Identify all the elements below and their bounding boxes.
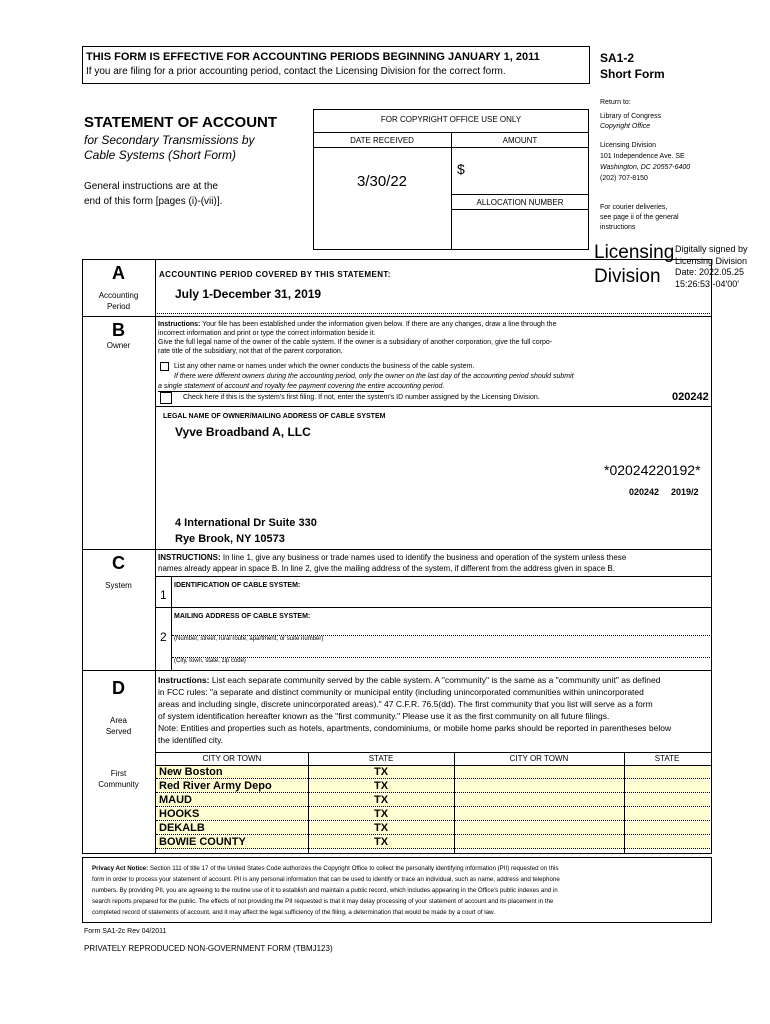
signature-word-1: Licensing — [594, 242, 675, 263]
courier-line: see page ii of the general — [600, 214, 679, 221]
instructions-bold: Instructions: — [158, 321, 201, 328]
community-state: TX — [374, 808, 389, 820]
courier-line: instructions — [600, 224, 636, 231]
statement-subtitle-2: Cable Systems (Short Form) — [84, 148, 237, 162]
accounting-period-value: July 1-December 31, 2019 — [175, 287, 322, 301]
section-d-instructions — [158, 674, 710, 746]
dollar-sign: $ — [457, 161, 465, 177]
first-community-label-2: Community — [98, 780, 139, 789]
period-code: 2019/2 — [671, 487, 699, 497]
return-line: Washington, DC 20557-6400 — [600, 164, 691, 171]
community-state: TX — [374, 766, 389, 778]
statement-title: STATEMENT OF ACCOUNT — [84, 114, 278, 131]
section-b-label: Owner — [106, 341, 131, 350]
owner-address-1: 4 International Dr Suite 330 — [175, 517, 317, 529]
privacy-bold: Privacy Act Notice: — [92, 865, 149, 872]
form-code: SA1-2 — [600, 51, 635, 65]
barcode-number: *02024220192* — [604, 462, 701, 478]
table-row[interactable] — [156, 794, 710, 807]
date-received-value: 3/30/22 — [356, 173, 408, 190]
mailing-address-label: MAILING ADDRESS OF CABLE SYSTEM: — [174, 613, 311, 620]
section-d-label-1: Area — [110, 716, 127, 725]
instructions-text: of system identification hereafter known as the "first community." Please use it as the first community on all future filings. — [158, 711, 610, 721]
city-input[interactable] — [172, 645, 710, 657]
note-text: Note: Entities and properties such as hotels, apartments, condominiums, or mobile home parks should be reported in parentheses below — [158, 723, 672, 733]
col-state-header: STATE — [368, 754, 394, 763]
section-a-label-1: Accounting — [98, 291, 139, 300]
identification-label: IDENTIFICATION OF CABLE SYSTEM: — [174, 582, 301, 589]
privacy-text: form in order to process your statement of account. PII is any personal information that can be used to identify or trace an individual, such as name, address and telephone — [92, 876, 560, 883]
effective-notice: THIS FORM IS EFFECTIVE FOR ACCOUNTING PERIODS BEGINNING JANUARY 1, 2011 — [86, 51, 540, 63]
privacy-text: completed record of statements of account, and it may affect the legal sufficiency of the filing, a determination that would be made by a court of law. — [92, 909, 495, 916]
community-city: BOWIE COUNTY — [159, 836, 246, 848]
amount-label: AMOUNT — [502, 136, 538, 145]
identification-input[interactable] — [172, 590, 710, 606]
signature-detail: Date: 2022.05.25 — [675, 267, 745, 277]
allocation-number-label: ALLOCATION NUMBER — [476, 198, 564, 207]
street-hint: (Number, street, rural route, apartment, or suite number) — [174, 636, 324, 642]
privacy-text: Section 111 of title 17 of the United States Code authorizes the Copyright Office to collect the personally identifying information (PII) requested on this — [148, 865, 559, 872]
other-names-checkbox[interactable] — [160, 362, 169, 371]
section-b-instructions — [158, 320, 710, 356]
first-community-label-1: First — [110, 769, 127, 778]
instructions-text: List each separate community served by the cable system. A "community" is the same as a "community unit" as defined — [209, 675, 661, 685]
instructions-text: incorrect information and print or type the correct information beside it. — [158, 330, 376, 337]
date-received-label: DATE RECEIVED — [350, 136, 414, 145]
signature-detail: 15:26:53 -04'00' — [675, 279, 739, 289]
instructions-text: Your file has been established under the information given below. If there are any changes, draw a line through the — [200, 321, 557, 328]
instructions-bold: Instructions: — [158, 675, 210, 685]
section-d-label-2: Served — [105, 727, 132, 736]
community-state: TX — [374, 822, 389, 834]
col-state2-header: STATE — [654, 754, 680, 763]
community-state: TX — [374, 836, 389, 848]
courier-line: For courier deliveries, — [600, 204, 668, 211]
return-line: Library of Congress — [600, 113, 662, 120]
community-city: New Boston — [159, 766, 223, 778]
community-state: TX — [374, 794, 389, 806]
table-row[interactable] — [156, 766, 710, 779]
form-name: Short Form — [600, 67, 665, 81]
col-city2-header: CITY OR TOWN — [509, 754, 569, 763]
statement-subtitle-1: for Secondary Transmissions by — [84, 133, 255, 147]
section-c-letter: C — [112, 553, 125, 573]
table-row[interactable] — [156, 836, 710, 849]
col-city-header: CITY OR TOWN — [202, 754, 262, 763]
private-reproduction-notice: PRIVATELY REPRODUCED NON-GOVERNMENT FORM (TBMJ123) — [84, 944, 333, 953]
accounting-period-heading: ACCOUNTING PERIOD COVERED BY THIS STATEMENT: — [159, 270, 391, 279]
line-1-number: 1 — [160, 588, 167, 602]
first-filing-checkbox[interactable] — [160, 392, 172, 404]
section-a-letter: A — [112, 263, 125, 283]
section-c-label: System — [105, 581, 132, 590]
privacy-text: search reports prepared for the public. The effects of not providing the PII requested is that it may delay processing of your statement of account and its placement in the — [92, 898, 554, 905]
line-2-number: 2 — [160, 630, 167, 644]
community-city: HOOKS — [159, 808, 200, 820]
section-d-letter: D — [112, 678, 125, 698]
table-row[interactable] — [156, 780, 710, 793]
return-line: Copyright Office — [600, 123, 651, 130]
prior-period-notice: If you are filing for a prior accounting period, contact the Licensing Division for the correct form. — [86, 66, 506, 77]
privacy-text: numbers. By providing PII, you are agreeing to the routine use of it to establish and maintain a public record, which includes appearing in the Office's public indexes and in — [92, 887, 558, 894]
form-revision: Form SA1-2c Rev 04/2011 — [84, 928, 167, 935]
owner-address-2: Rye Brook, NY 10573 — [175, 533, 285, 545]
return-to-label: Return to: — [600, 99, 631, 106]
signature-detail: Digitally signed by — [675, 244, 748, 254]
return-line: (202) 707-8150 — [600, 175, 648, 182]
street-input[interactable] — [172, 622, 710, 635]
instructions-text: In line 1, give any business or trade names used to identify the business and operation of the system unless these — [220, 553, 627, 562]
system-id-number: 020242 — [672, 391, 709, 403]
community-city: Red River Army Depo — [159, 780, 272, 792]
instructions-text: names already appear in space B. In line 2, give the mailing address of the system, if different from the address given in space B. — [158, 564, 615, 573]
other-names-text: List any other name or names under which the owner conducts the business of the cable system. — [174, 363, 475, 370]
instructions-bold: INSTRUCTIONS: — [158, 553, 221, 562]
general-instructions-1: General instructions are at the — [84, 181, 218, 192]
id-short: 020242 — [629, 487, 660, 497]
note-text: the identified city. — [158, 735, 224, 745]
community-city: DEKALB — [159, 822, 205, 834]
section-a-label-2: Period — [106, 302, 131, 311]
privacy-notice — [92, 863, 708, 918]
owner-name: Vyve Broadband A, LLC — [175, 425, 311, 439]
single-statement-text: a single statement of account and royalty fee payment covering the entire accounting period. — [158, 383, 445, 390]
signature-detail: Licensing Division — [675, 256, 748, 266]
community-state: TX — [374, 780, 389, 792]
instructions-text: Give the full legal name of the owner of the cable system. If the owner is a subsidiary of another corporation, give the full corpo- — [158, 339, 553, 346]
instructions-text: rate title of the subsidiary, not that of the parent corporation. — [158, 348, 343, 355]
different-owners-text: If there were different owners during the accounting period, only the owner on the last day of the accounting period should submit — [174, 373, 574, 380]
city-hint: (City, town, state, zip code) — [174, 658, 246, 664]
legal-name-label: LEGAL NAME OF OWNER/MAILING ADDRESS OF CABLE SYSTEM — [163, 413, 386, 420]
table-row[interactable] — [156, 808, 710, 821]
instructions-text: areas and including single, discrete unincorporated areas)." 47 C.F.R. 76.5(dd). The first community that you list will serve as a form — [158, 699, 653, 709]
return-line: 101 Independence Ave. SE — [600, 153, 685, 160]
table-row[interactable] — [156, 822, 710, 835]
general-instructions-2: end of this form [pages (i)-(vii)]. — [84, 196, 223, 207]
office-use-title: FOR COPYRIGHT OFFICE USE ONLY — [380, 115, 522, 124]
instructions-text: in FCC rules: "a separate and distinct community or municipal entity (including unincorporated communities within unincorporated — [158, 687, 644, 697]
section-c-instructions — [158, 552, 710, 574]
community-city: MAUD — [159, 794, 192, 806]
return-line: Licensing Division — [600, 142, 657, 149]
signature-word-2: Division — [594, 266, 661, 287]
first-filing-text: Check here if this is the system's first filing. If not, enter the system's ID number assigned by the Licensing Division. — [183, 394, 540, 401]
section-b-letter: B — [112, 320, 125, 340]
